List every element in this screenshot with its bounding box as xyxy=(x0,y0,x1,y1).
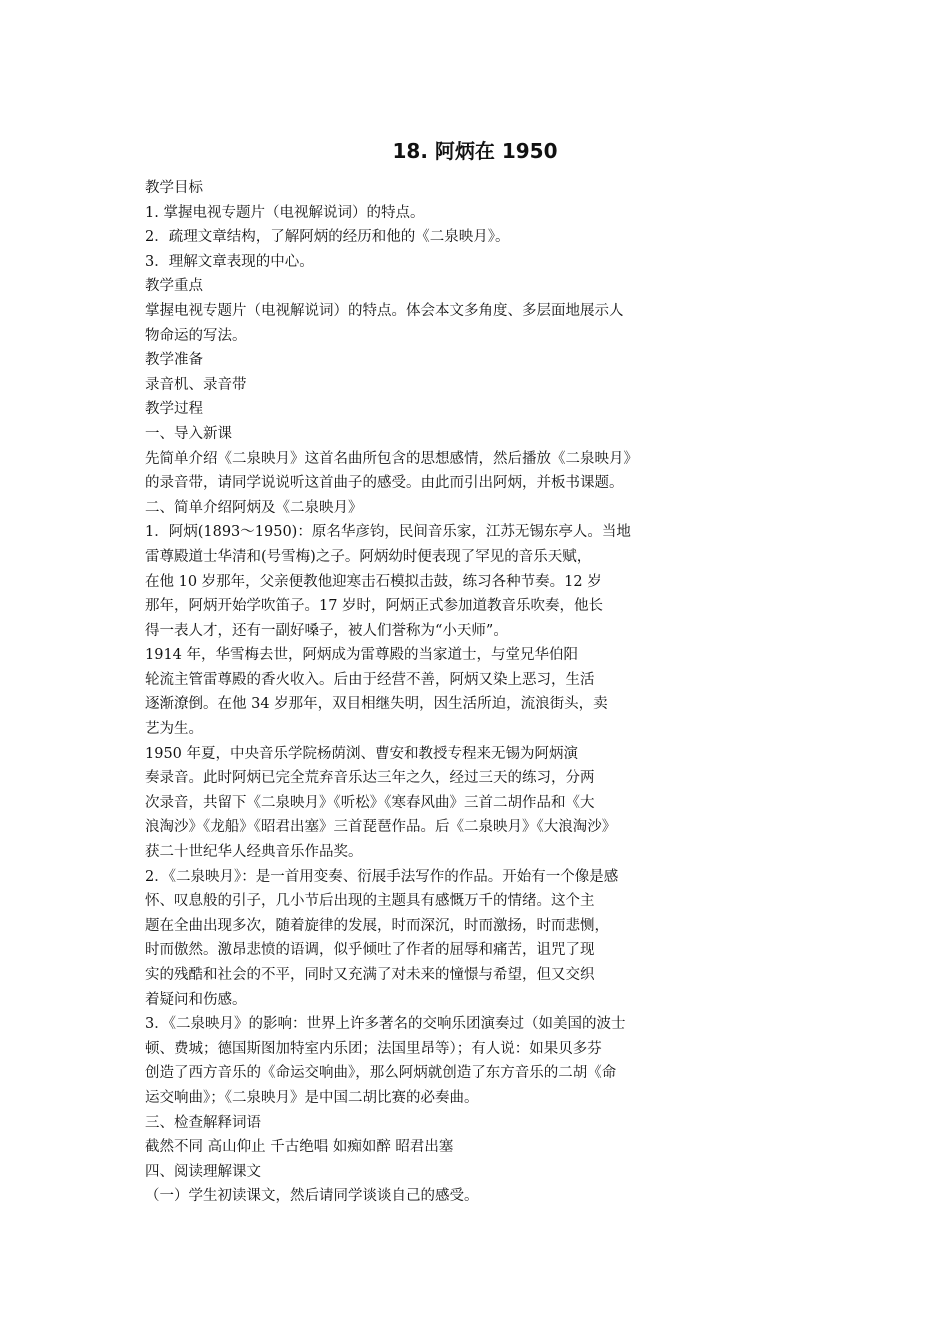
text-line: 艺为生。 xyxy=(145,721,203,738)
text-line: 那年，阿炳开始学吹笛子。17 岁时，阿炳正式参加道教音乐吹奏，他长 xyxy=(145,598,604,615)
text-line: 二、简单介绍阿炳及《二泉映月》 xyxy=(145,499,363,516)
text-line: 雷尊殿道士华清和(号雪梅)之子。阿炳幼时便表现了罕见的音乐天赋， xyxy=(145,548,592,565)
text-line: 教学目标 xyxy=(145,180,203,196)
text-line: 获二十世纪华人经典音乐作品奖。 xyxy=(145,844,363,861)
text-line: 一、导入新课 xyxy=(145,425,232,442)
text-line: 1. 掌握电视专题片（电视解说词）的特点。 xyxy=(145,204,425,221)
text-line: 1914 年，华雪梅去世，阿炳成为雷尊殿的当家道士，与堂兄华伯阳 xyxy=(145,647,579,664)
text-line: 教学重点 xyxy=(145,278,203,295)
text-line: 轮流主管雷尊殿的香火收入。后由于经营不善，阿炳又染上恶习，生活 xyxy=(145,671,595,688)
text-line: 时而傲然。激昂悲愤的语调，似乎倾吐了作者的屈辱和痛苦，诅咒了现 xyxy=(145,942,595,959)
text-line: 浪淘沙》《龙船》《昭君出塞》三首琵琶作品。后《二泉映月》《大浪淘沙》 xyxy=(145,819,617,836)
text-line: 逐渐潦倒。在他 34 岁那年，双目相继失明，因生活所迫，流浪街头，卖 xyxy=(145,696,608,713)
text-line: 2．《二泉映月》：是一首用变奏、衍展手法写作的作品。开始有一个像是感 xyxy=(145,868,619,885)
text-line: 先简单介绍《二泉映月》这首名曲所包含的思想感情，然后播放《二泉映月》 xyxy=(145,450,638,467)
text-line: 录音机、录音带 xyxy=(145,376,247,393)
text-line: 创造了西方音乐的《命运交响曲》，那么阿炳就创造了东方音乐的二胡《命 xyxy=(145,1065,617,1082)
text-line: 物命运的写法。 xyxy=(145,327,247,344)
text-line: 得一表人才，还有一副好嗓子，被人们誉称为“小天师”。 xyxy=(145,622,508,639)
text-line: 三、检查解释词语 xyxy=(145,1114,261,1131)
text-line: 3．理解文章表现的中心。 xyxy=(145,253,314,270)
text-line: 题在全曲出现多次，随着旋律的发展，时而深沉，时而激扬，时而悲恻， xyxy=(145,917,609,934)
text-line: 在他 10 岁那年，父亲便教他迎寒击石模拟击鼓，练习各种节奏。12 岁 xyxy=(145,573,602,590)
text-line: 2．疏理文章结构，了解阿炳的经历和他的《二泉映月》。 xyxy=(145,229,510,246)
text-line: 实的残酷和社会的不平，同时又充满了对未来的憧憬与希望，但又交织 xyxy=(145,967,595,983)
text-line: 怀、叹息般的引子，几小节后出现的主题具有感慨万千的情绪。这个主 xyxy=(145,893,595,910)
text-line: 3．《二泉映月》的影响：世界上许多著名的交响乐团演奏过（如美国的波士 xyxy=(145,1016,626,1033)
text-line: 四、阅读理解课文 xyxy=(145,1163,261,1180)
text-line: 奏录音。此时阿炳已完全荒弃音乐达三年之久，经过三天的练习，分两 xyxy=(145,770,595,787)
text-line: 截然不同 高山仰止 千古绝唱 如痴如醉 昭君出塞 xyxy=(145,1139,454,1156)
text-line: 1．阿炳(1893～1950)：原名华彦钧，民间音乐家，江苏无锡东亭人。当地 xyxy=(145,524,631,541)
text-line: 教学过程 xyxy=(145,401,203,418)
text-line: 教学准备 xyxy=(145,352,203,369)
text-line: 运交响曲》；《二泉映月》是中国二胡比赛的必奏曲。 xyxy=(145,1089,479,1106)
text-line: 着疑问和伤感。 xyxy=(145,991,247,1008)
document-title: 18. 阿炳在 1950 xyxy=(392,139,558,163)
text-line: 顿、费城；德国斯图加特室内乐团；法国里昂等）；有人说：如果贝多芬 xyxy=(145,1040,602,1057)
text-line: （一）学生初读课文，然后请同学谈谈自己的感受。 xyxy=(145,1188,479,1205)
text-line: 1950 年夏，中央音乐学院杨荫浏、曹安和教授专程来无锡为阿炳演 xyxy=(145,745,579,762)
text-line: 次录音，共留下《二泉映月》《听松》《寒春风曲》三首二胡作品和《大 xyxy=(145,794,595,811)
document-body xyxy=(145,176,745,1209)
text-line: 的录音带，请同学说说听这首曲子的感受。由此而引出阿炳，并板书课题。 xyxy=(145,475,624,492)
text-line: 掌握电视专题片（电视解说词）的特点。体会本文多角度、多层面地展示人 xyxy=(145,302,624,319)
